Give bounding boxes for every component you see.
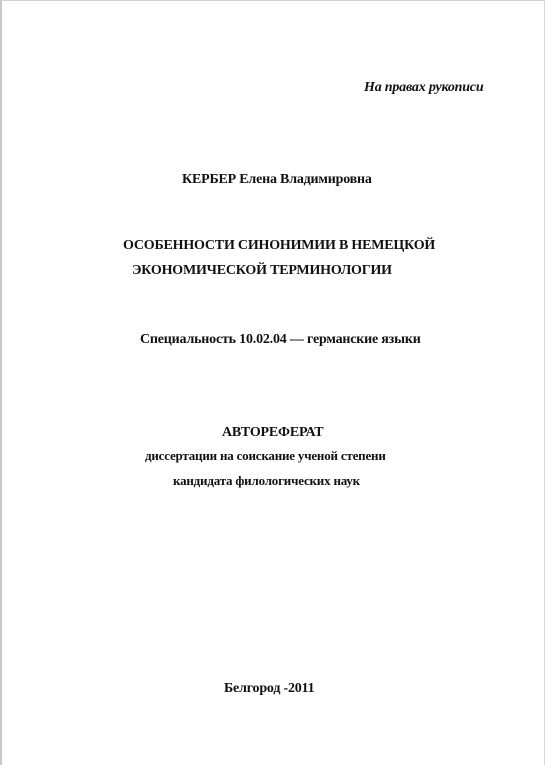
- purpose-line-2: кандидата филологических наук: [173, 473, 360, 488]
- title-line-2: ЭКОНОМИЧЕСКОЙ ТЕРМИНОЛОГИИ: [132, 263, 392, 278]
- title-line-1: ОСОБЕННОСТИ СИНОНИМИИ В НЕМЕЦКОЙ: [123, 238, 436, 253]
- document-type: АВТОРЕФЕРАТ: [222, 425, 324, 440]
- author-name: КЕРБЕР Елена Владимировна: [182, 172, 372, 187]
- city-year: Белгород -2011: [224, 681, 315, 696]
- purpose-line-1: диссертации на соискание ученой степени: [145, 448, 386, 463]
- manuscript-note: На правах рукописи: [364, 80, 484, 95]
- specialty-line: Специальность 10.02.04 — германские языки: [140, 332, 421, 347]
